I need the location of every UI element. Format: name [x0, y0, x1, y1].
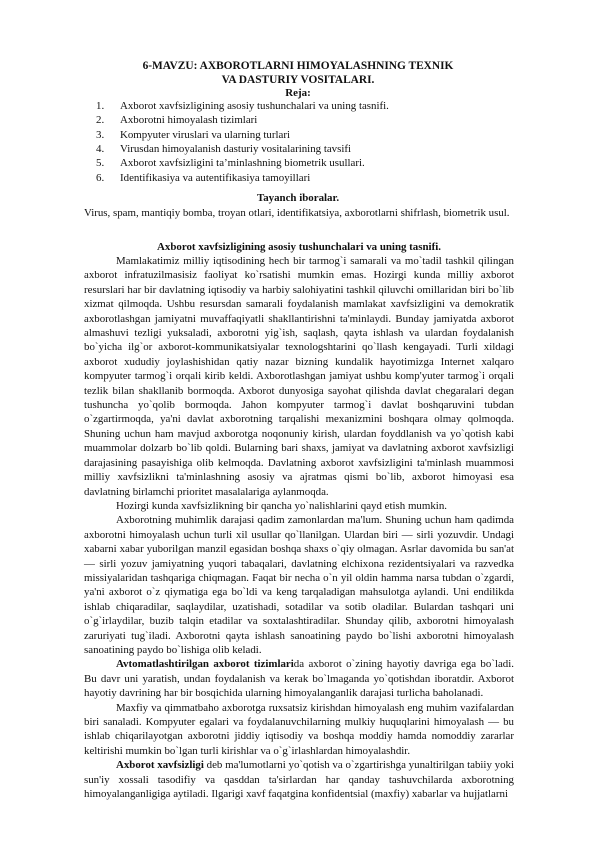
plan-item-number: 5. — [96, 157, 105, 170]
plan-item-text: Identifikasiya va autentifikasiya tamoyillari — [120, 171, 311, 184]
plan-list — [96, 99, 389, 185]
plan-item-number: 6. — [96, 171, 105, 184]
keywords-heading: Tayanch iboralar. — [256, 192, 340, 204]
plan-item-number: 2. — [96, 114, 105, 127]
plan-item-text: Axborot xavfsizligini ta’minlashning biometrik usullari. — [120, 157, 365, 170]
plan-item-text: Axborotni himoyalash tizimlari — [120, 114, 258, 127]
plan-item-number: 3. — [96, 128, 105, 141]
plan-item — [96, 171, 389, 185]
bold-term: Avtomatlashtirilgan axborot tizimlari — [116, 658, 294, 671]
keywords-text: Virus, spam, mantiqiy bomba, troyan otlari, identifikatsiya, axborotlarni shifrlash, biometrik usul. — [84, 207, 510, 219]
document-title-line-1: 6-MAVZU: AXBOROTLARNI HIMOYALASHNING TEXNIK — [142, 60, 454, 72]
plan-item-text: Kompyuter viruslari va ularning turlari — [120, 128, 290, 141]
plan-item — [96, 128, 389, 142]
paragraph: Mamlakatimiz milliy iqtisodining hech bir tarmog`i samarali va mo`tadil tashkil qilingan axborot infratuzilmasisiz faoliyat ko`rsatishi mumkin emas. Hozirgi kunda milliy axborot resurslari har bir davlatning iqtisodiy va harbiy salohiyatini tashkil qiluvchi omillaridan biri bo`lib xizmat qilmoqda. Ushbu resursdan samarali foydalanish mamlakat xavfsizligini va demokratik axborotlashgan jamiyatni muvaffaqiyatli shakllantirishni ta'minlaydi. Bunday jamiyatda axborot almashuvi tezligi yuksaladi, axborotni yig`ish, saqlash, qayta ishlash va ulardan foydalanish bo`yicha ilg`or axborot-kommunikatsiyalar texnologshtarini qo`llash kengayadi. Turli xildagi axborot xududiy joylashishidan qatiy nazar bizning kundalik hayotimizga Internet xalqaro kompyuter tarmog`i orqali kirib keldi. Axborotlashgan jamiyat ushbu komp'yuter tarmog`i orqali tezlik bilan shakllanib bormoqda. Axborot dunyosiga sayohat qilishda davlat chegaralari degan tushuncha yo`qolib bormoqda. Jahon kompyuter tarmog`i davlat boshqaruvini tubdan o`zgartirmoqda, ya'ni davlat axborotning tarqalishi mexanizmini boshqara olmay qolmoqda. Shuning uchun ham mavjud axborotga noqonuniy kirish, ulardan foyddlanish va yo`qotish kabi muammolar dolzarb bo`lib qoldi. Bularning bari shaxs, jamiyat va davlatning axborot xavfsizligi darajasining pasayishiga olib kelmoqda. Davlatning axborot xavfsizligini ta'minlash muammosi milliy xavfsizlikni ta'minlashning asosiy va ajratmas qismi bo`lib, axborot himoyasi esa davlatning birlamchi prioritet masalalariga aylanmoqda. — [84, 255, 514, 498]
plan-item-text: Virusdan himoyalanish dasturiy vositalarining tavsifi — [120, 143, 352, 156]
plan-item — [96, 113, 389, 127]
plan-item — [96, 156, 389, 170]
document-title-line-2: VA DASTURIY VOSITALARI. — [221, 74, 375, 86]
bold-term: Axborot xavfsizligi — [116, 759, 204, 772]
plan-item-text: Axborot xavfsizligining asosiy tushunchalari va uning tasnifi. — [120, 100, 389, 112]
plan-item — [96, 99, 389, 113]
plan-item-number: 4. — [96, 143, 105, 156]
paragraph-text: da axborot o`zining hayotiy davriga ega bo`ladi. Bu davr uni yaratish, undan foydalanish va kerak bo`lmaganda yo`qotishdan iboratdir. Axborot hayotiy davrining har bir bosqichida ularning himoyalanganlik darajasi turlicha baholanadi. — [84, 658, 514, 700]
paragraph: Axborotning muhimlik darajasi qadim zamonlardan ma'lum. Shuning uchun ham qadimda axborotni himoyalash uchun turli xil usullar qo`llanilgan. Ulardan biri — sirli yozuvdir. Undagi xabarni xabar yuborilgan manzil egasidan boshqa shaxs o`qiy olmagan. Asrlar davomida bu san'at — sirli yozuv jamiyatning yuqori tabaqalari, davlatning elchixona rezidentsiyalari va razvedka missiyalaridan tashqariga chiqmagan. Faqat bir necha o`n yil oldin hamma narsa tubdan o`zgardi, ya'ni axborot o`z qiymatiga ega bo`ldi va keng tarqaladigan mahsulotga aylandi. Uni endilikda ishlab chiqaradilar, saqlaydilar, uzatishadi, sotadilar va sotib oladilar. Bulardan tashqari uni o`g`irlaydilar, buzib talqin etadilar va soxtalashtiradilar. Shunday qilib, axborotni himoyalash zaruriyati tug`iladi. Axborotni qayta ishlash sanoatining paydo bo`lishi axborotni himoyalash sanoatining paydo bo`lishiga olib keladi. — [84, 514, 514, 656]
paragraph-text: deb ma'lumotlarni yo`qotish va o`zgartirishga yunaltirilgan tabiiy yoki sun'iy xossali tasodifiy va qasddan ta'sirlardan har qanday tashuvchilarda axborotning himoyalanganligiga aytiladi. Ilgarigi xavf faqatgina konfidentsial (maxfiy) xabarlar va hujjatlarni — [84, 759, 515, 801]
paragraph — [84, 758, 514, 801]
section-heading: Axborot xavfsizligining asosiy tushunchalari va uning tasnifi. — [157, 241, 441, 253]
body-text — [84, 254, 514, 801]
plan-item — [96, 142, 389, 156]
paragraph — [84, 657, 514, 700]
plan-item-number: 1. — [96, 100, 105, 112]
paragraph: Maxfiy va qimmatbaho axborotga ruxsatsiz kirishdan himoyalash eng muhim vazifalardan biri sanaladi. Kompyuter egalari va foydalanuvchilarning mulkiy huquqlarini himoyalash — bu ishlab chiqarilayotgan axborotni jiddiy iqtisodiy va boshqa moddiy hamda nomoddiy zararlar keltirishi mumkin bo`lgan turli kirishlar va o`g`irlashlardan himoyalashdir. — [84, 701, 514, 757]
paragraph: Hozirgi kunda xavfsizlikning bir qancha yo`nalishlarini qayd etish mumkin. — [116, 499, 447, 512]
plan-heading: Reja: — [285, 87, 311, 99]
